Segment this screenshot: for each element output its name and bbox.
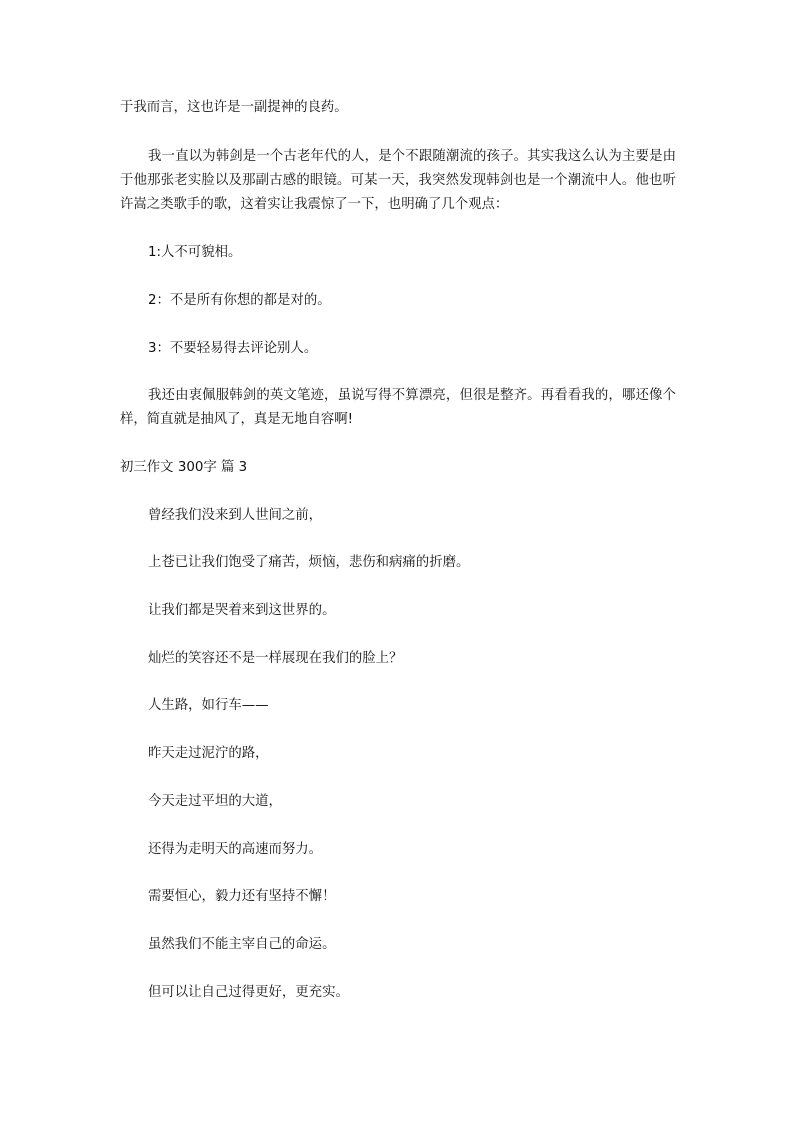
- poem-line: 今天走过平坦的大道，: [148, 794, 282, 809]
- poem-line: 上苍已让我们饱受了痛苦，烦恼，悲伤和病痛的折磨。: [148, 555, 470, 570]
- poem-line: 昨天走过泥泞的路，: [148, 746, 269, 761]
- list-item: 1:人不可貌相。: [148, 245, 242, 260]
- poem-line: 还得为走明天的高速而努力。: [148, 842, 323, 857]
- paragraph: 我一直以为韩剑是一个古老年代的人，是个不跟随潮流的孩子。其实我这么认为主要是由于他那张老实脸以及那副古感的眼镜。可某一天，我突然发现韩剑也是一个潮流中人。他也听许嵩之类歌手的歌，这着实让我震惊了一下，也明确了几个观点：: [120, 149, 676, 212]
- poem-line: 人生路，如行车——: [148, 698, 269, 713]
- list-item: 2：不是所有你想的都是对的。: [148, 293, 331, 308]
- paragraph: 于我而言，这也许是一副提神的良药。: [120, 100, 348, 115]
- poem-line: 曾经我们没来到人世间之前，: [148, 508, 323, 523]
- poem-line: 需要恒心，毅力还有坚持不懈！: [148, 889, 336, 904]
- poem-line: 灿烂的笑容还不是一样展现在我们的脸上？: [148, 651, 403, 666]
- poem-line: 虽然我们不能主宰自己的命运。: [148, 937, 336, 952]
- paragraph: 我还由衷佩服韩剑的英文笔迹，虽说写得不算漂亮，但很是整齐。再看看我的，哪还像个样，简直就是抽风了，真是无地自容啊!: [120, 388, 676, 427]
- poem-line: 但可以让自己过得更好，更充实。: [148, 985, 349, 1000]
- list-item: 3：不要轻易得去评论别人。: [148, 341, 318, 356]
- section-heading: 初三作文 300字 篇 3: [120, 460, 248, 475]
- poem-line: 让我们都是哭着来到这世界的。: [148, 603, 336, 618]
